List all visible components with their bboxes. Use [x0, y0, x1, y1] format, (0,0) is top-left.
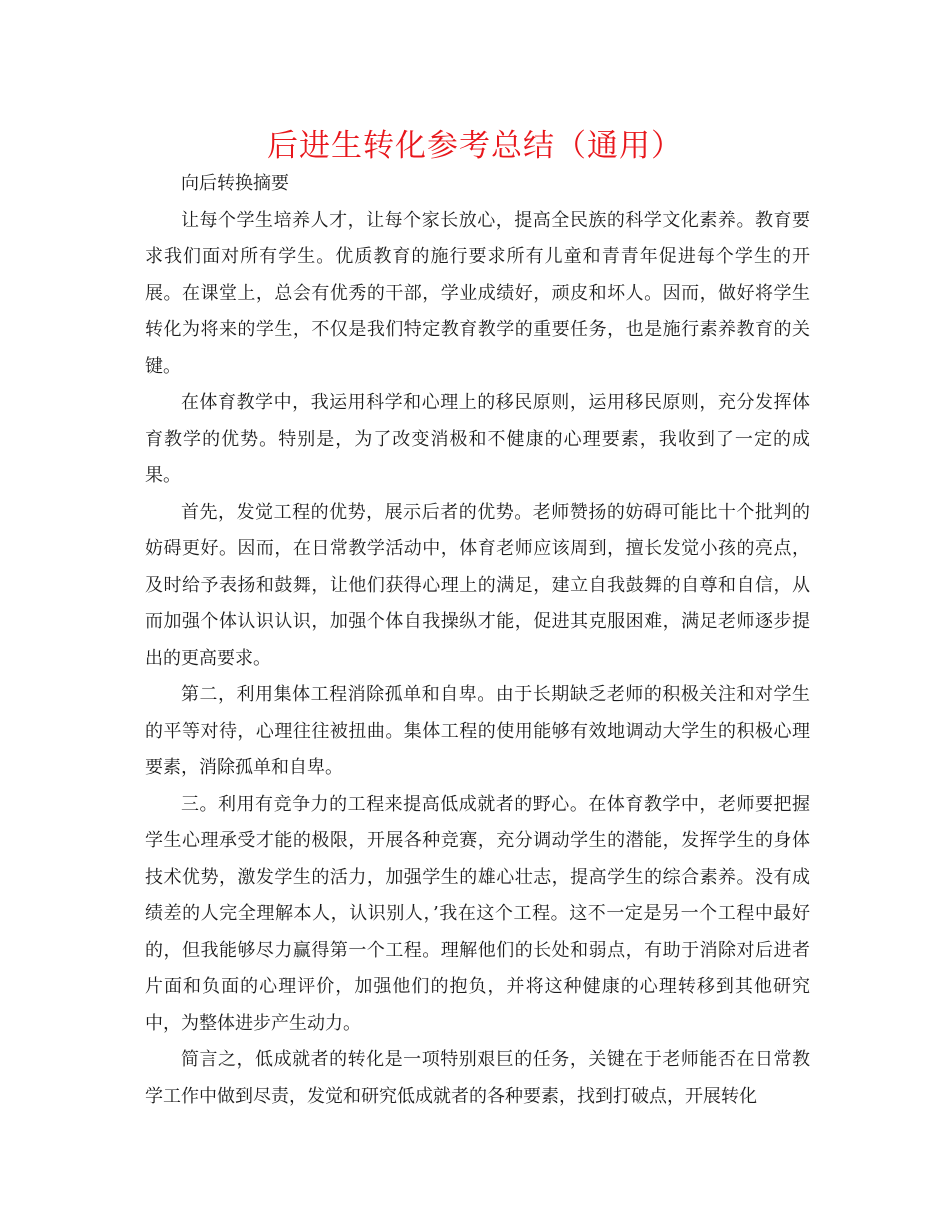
paragraph-3: 首先，发觉工程的优势，展示后者的优势。老师赞扬的妨碍可能比十个批判的妨碍更好。因而，在日常教学活动中，体育老师应该周到，擅长发觉小孩的亮点，及时给予表扬和鼓舞，让他们获得心理上的满足，建立自我鼓舞的自尊和自信，从而加强个体认识认识，加强个体自我操纵才能，促进其克服困难，满足老师逐步提出的更高要求。	[145, 501, 810, 669]
paragraph-1: 让每个学生培养人才，让每个家长放心，提高全民族的科学文化素养。教育要求我们面对所有学生。优质教育的施行要求所有儿童和青青年促进每个学生的开展。在课堂上，总会有优秀的干部，学业成绩好，顽皮和坏人。因而，做好将学生转化为将来的学生，不仅是我们特定教育教学的重要任务，也是施行素养教育的关键。	[145, 209, 810, 377]
paragraph-6: 简言之，低成就者的转化是一项特别艰巨的任务，关键在于老师能否在日常教学工作中做到尽责，发觉和研究低成就者的各种要素，找到打破点，开展转化	[145, 1049, 810, 1107]
paragraph-5: 三。利用有竞争力的工程来提高低成就者的野心。在体育教学中，老师要把握学生心理承受才能的极限，开展各种竞赛，充分调动学生的潜能，发挥学生的身体技术优势，激发学生的活力，加强学生的雄心壮志，提高学生的综合素养。没有成绩差的人完全理解本人，认识别人，’我在这个工程。这不一定是另一个工程中最好的，但我能够尽力赢得第一个工程。理解他们的长处和弱点，有助于消除对后进者片面和负面的心理评价，加强他们的抱负，并将这种健康的心理转移到其他研究中，为整体进步产生动力。	[145, 793, 810, 1034]
document-subtitle: 向后转换摘要	[181, 173, 289, 194]
paragraph-2: 在体育教学中，我运用科学和心理上的移民原则，运用移民原则，充分发挥体育教学的优势。特别是，为了改变消极和不健康的心理要素，我收到了一定的成果。	[145, 392, 810, 486]
paragraph-4: 第二，利用集体工程消除孤单和自卑。由于长期缺乏老师的积极关注和对学生的平等对待，心理往往被扭曲。集体工程的使用能够有效地调动大学生的积极心理要素，消除孤单和自卑。	[145, 684, 810, 778]
document-title: 后进生转化参考总结（通用）	[267, 128, 683, 164]
document-body	[145, 166, 810, 1115]
